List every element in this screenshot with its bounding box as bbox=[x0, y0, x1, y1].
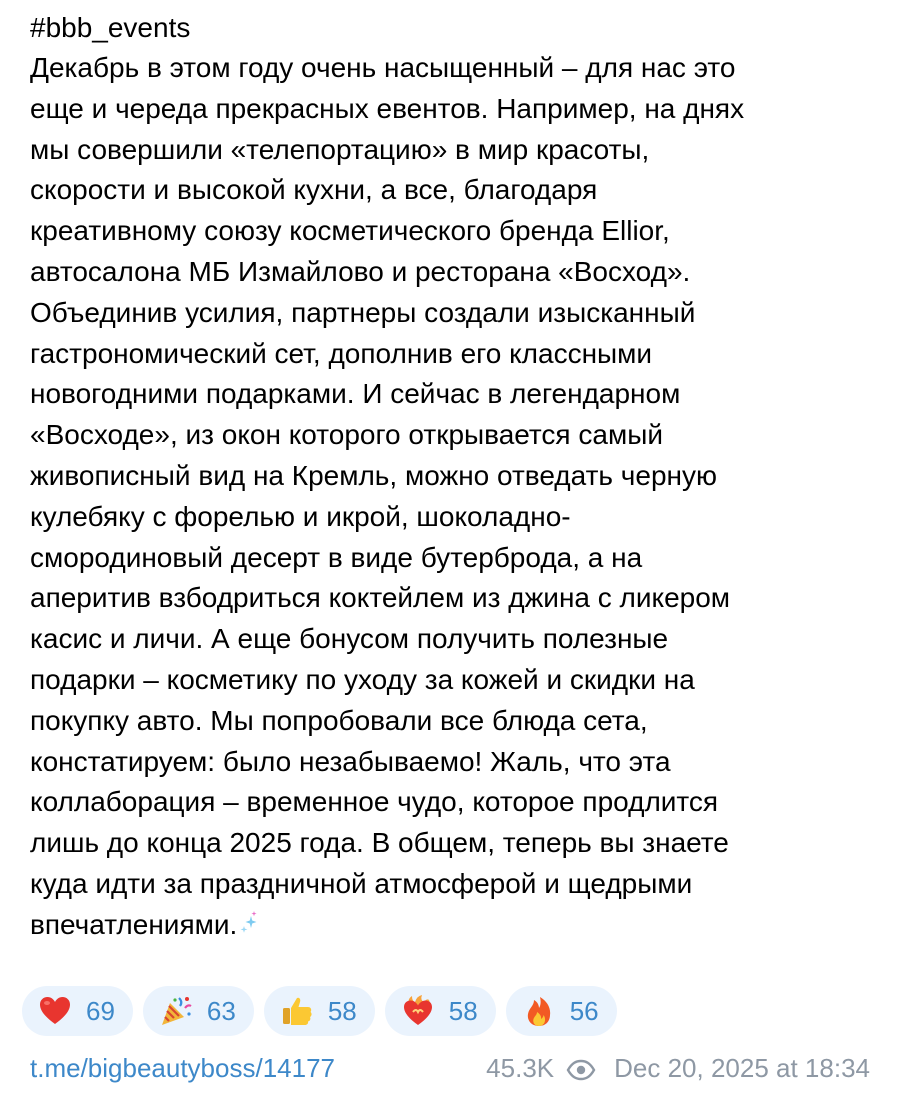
reactions-bar bbox=[22, 986, 617, 1036]
views-count: 45.3K bbox=[486, 1052, 555, 1083]
text-line: касис и личи. А еще бонусом получить полезные bbox=[30, 623, 669, 655]
reaction-count: 63 bbox=[206, 995, 236, 1026]
fire-icon bbox=[522, 994, 556, 1028]
post-meta bbox=[486, 1053, 870, 1084]
thumbs-up-icon bbox=[280, 994, 314, 1028]
reaction-heart-on-fire[interactable] bbox=[385, 986, 496, 1036]
post-link[interactable]: t.me/bigbeautyboss/14177 bbox=[30, 1052, 335, 1083]
text-line: новогодними подарками. И сейчас в легендарном bbox=[30, 378, 681, 410]
text-line: смородиновый десерт в виде бутерброда, а на bbox=[30, 541, 643, 573]
text-line: констатируем: было незабываемо! Жаль, что эта bbox=[30, 745, 671, 777]
text-line: аперитив взбодриться коктейлем из джина с ликером bbox=[30, 582, 731, 614]
reaction-fire[interactable] bbox=[506, 986, 617, 1036]
text-line-last bbox=[30, 905, 900, 946]
message-text bbox=[30, 48, 900, 946]
reaction-red-heart[interactable] bbox=[22, 986, 133, 1036]
text-line: креативному союзу косметического бренда Ellior, bbox=[30, 215, 670, 247]
reaction-count: 58 bbox=[327, 995, 357, 1026]
text-line: лишь до конца 2025 года. В общем, теперь вы знаете bbox=[30, 827, 729, 859]
text-line: живописный вид на Кремль, можно отведать черную bbox=[30, 459, 717, 491]
reaction-count: 56 bbox=[569, 995, 599, 1026]
text-line: еще и череда прекрасных евентов. Например, на днях bbox=[30, 92, 745, 124]
heart-on-fire-icon bbox=[401, 994, 435, 1028]
text-line: покупку авто. Мы попробовали все блюда сета, bbox=[30, 704, 648, 736]
reaction-thumbs-up[interactable] bbox=[264, 986, 375, 1036]
text-line: гастрономический сет, дополнив его классными bbox=[30, 337, 653, 369]
text-line: автосалона МБ Измайлово и ресторана «Восход». bbox=[30, 255, 691, 287]
red-heart-icon bbox=[38, 994, 72, 1028]
reaction-party-popper[interactable] bbox=[143, 986, 254, 1036]
sparkles-icon bbox=[237, 907, 259, 933]
text-line: Декабрь в этом году очень насыщенный – для нас это bbox=[30, 52, 736, 83]
text-line: Объединив усилия, партнеры создали изысканный bbox=[30, 296, 696, 328]
hashtag-link[interactable]: #bbb_events bbox=[30, 12, 191, 43]
text-line-end: впечатлениями. bbox=[30, 908, 238, 940]
eye-icon bbox=[566, 1057, 596, 1079]
text-line: «Восходе», из окон которого открывается самый bbox=[30, 419, 663, 451]
text-line: куда идти за праздничной атмосферой и щедрыми bbox=[30, 867, 693, 899]
text-line: скорости и высокой кухни, а все, благодаря bbox=[30, 174, 598, 206]
text-line: подарки – косметику по уходу за кожей и скидки на bbox=[30, 663, 695, 695]
text-line: кулебяку с форелью и икрой, шоколадно- bbox=[30, 500, 571, 532]
text-line: коллаборация – временное чудо, которое продлится bbox=[30, 786, 719, 818]
reaction-count: 58 bbox=[448, 995, 478, 1026]
party-popper-icon bbox=[159, 994, 193, 1028]
message-footer bbox=[30, 1048, 870, 1088]
post-date: Dec 20, 2025 at 18:34 bbox=[614, 1052, 870, 1083]
reaction-count: 69 bbox=[86, 995, 115, 1026]
text-line: мы совершили «телепортацию» в мир красоты, bbox=[30, 133, 650, 165]
